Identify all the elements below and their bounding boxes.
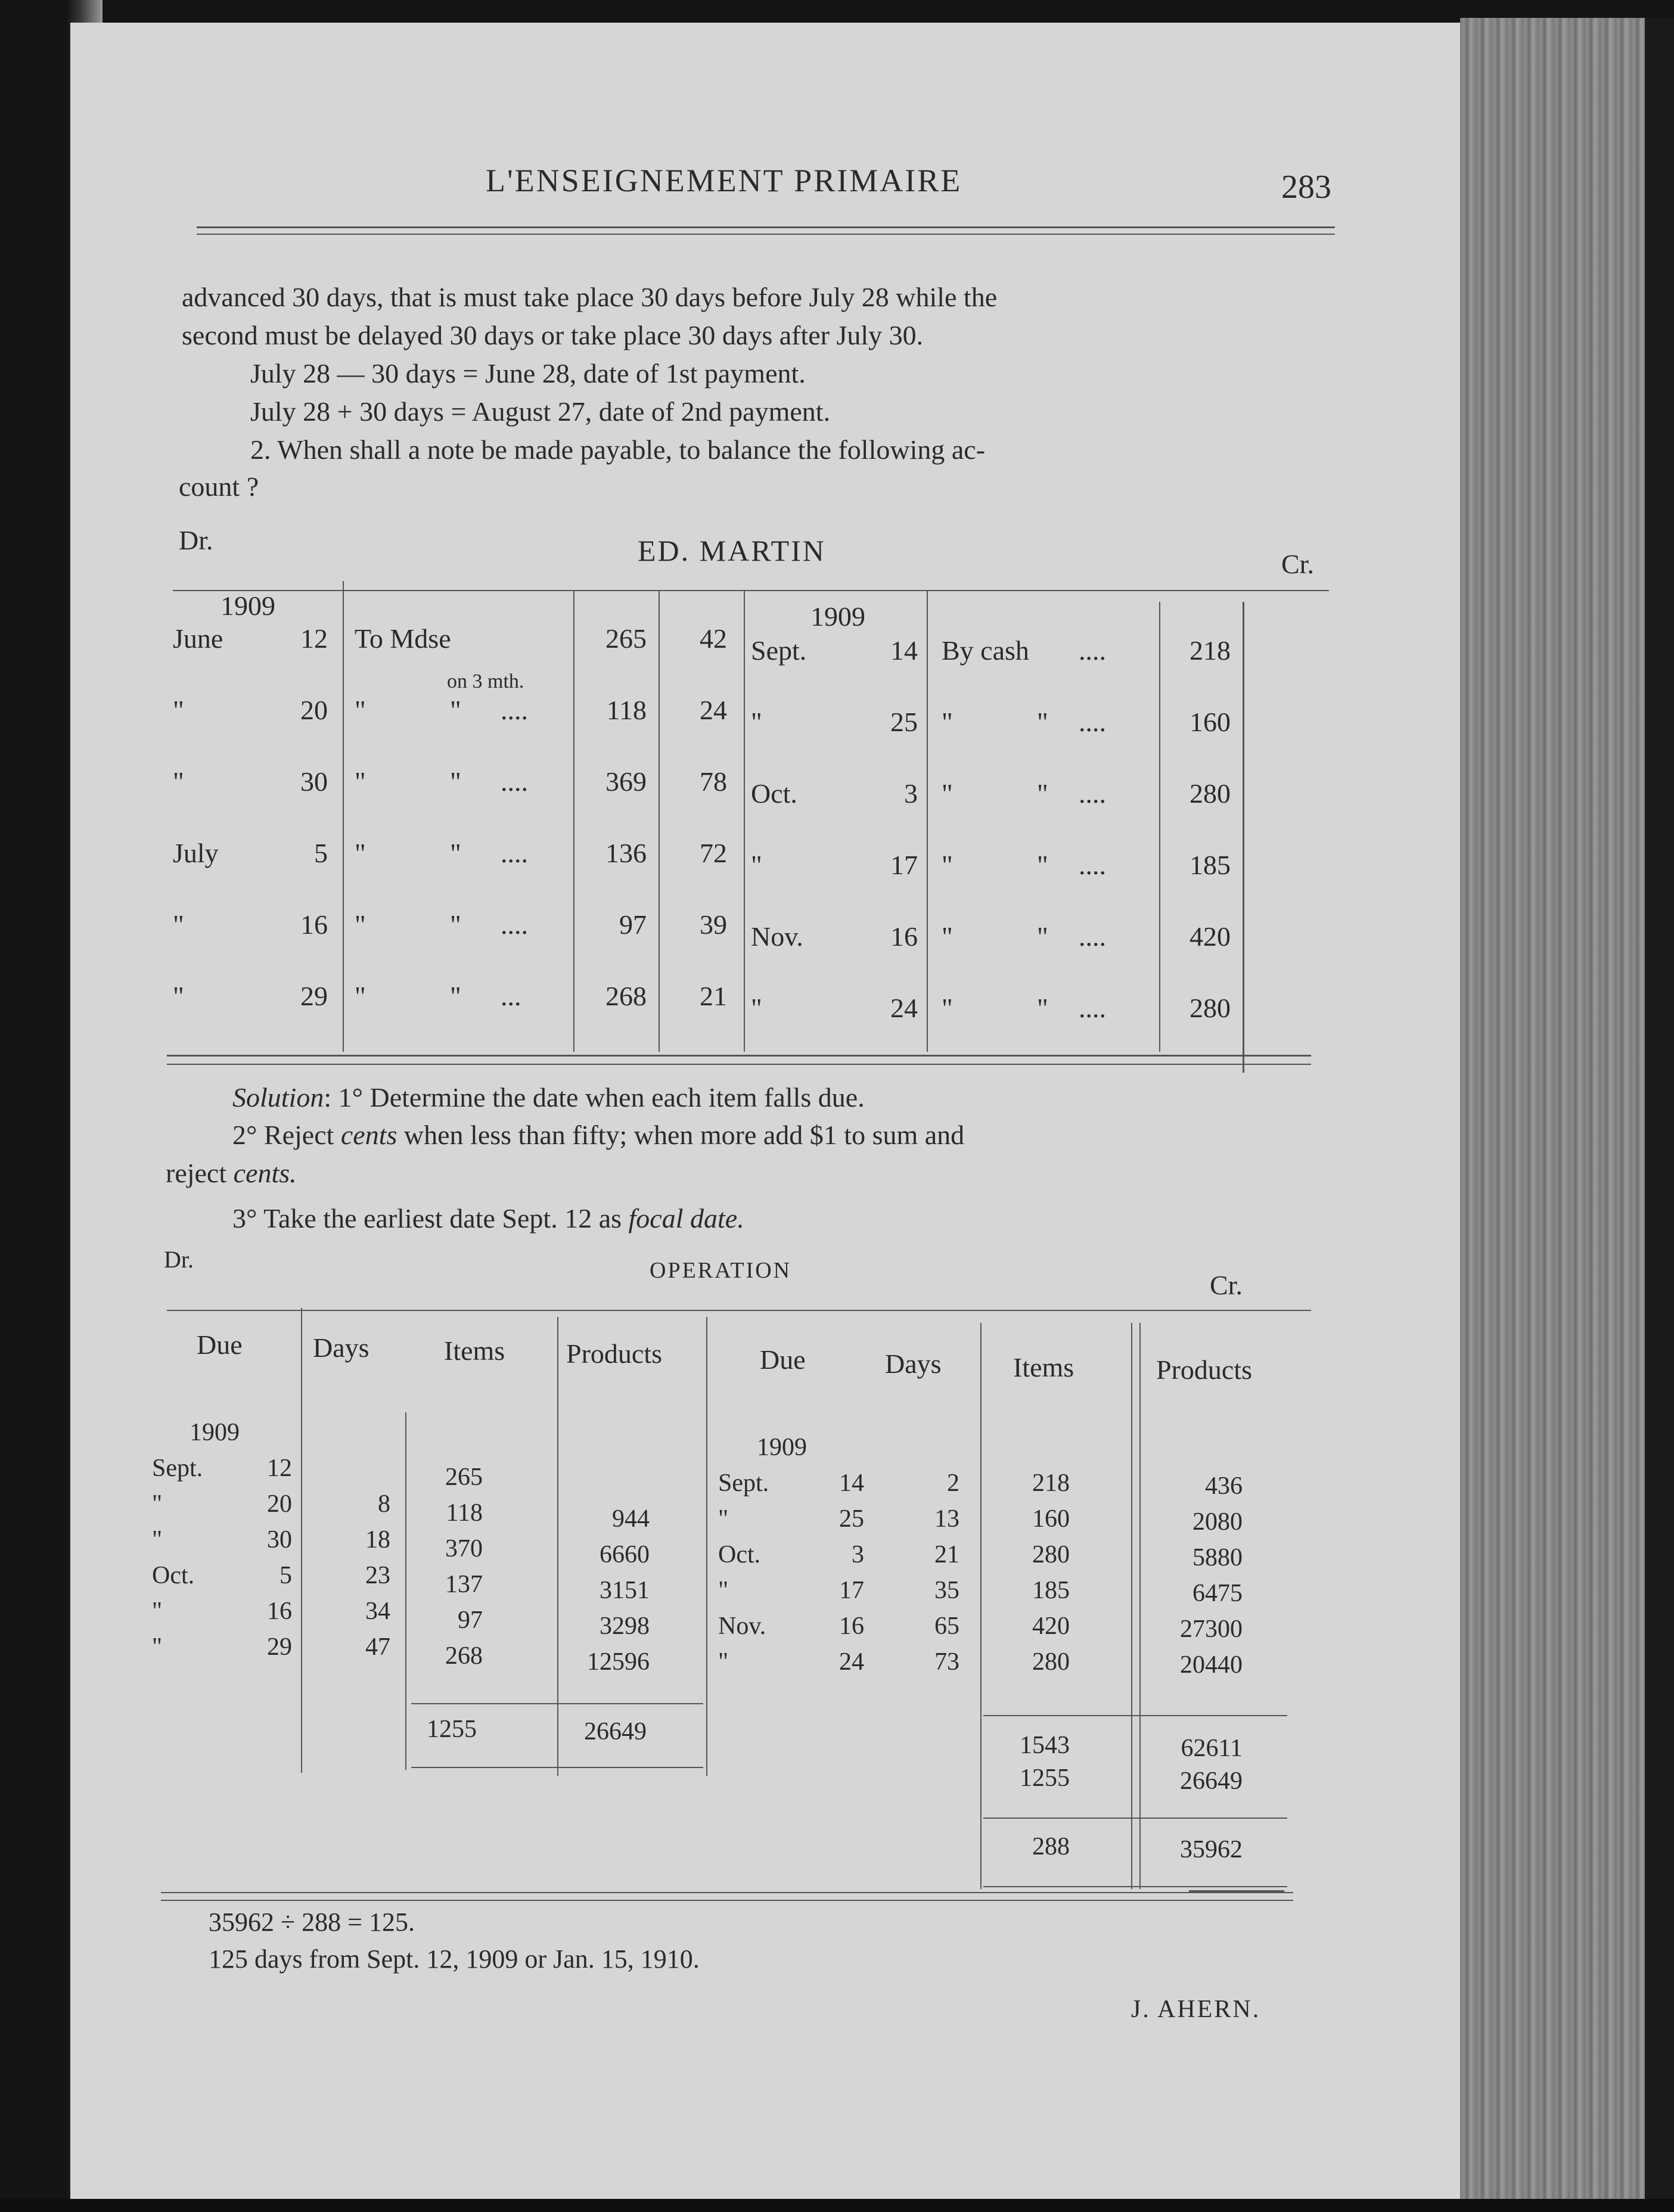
debit-day: 5 — [314, 838, 328, 868]
product-value: 436 — [1205, 1472, 1243, 1500]
debit-cents: 24 — [700, 695, 727, 725]
due-day: 17 — [839, 1577, 864, 1604]
product-value: 6475 — [1192, 1580, 1243, 1607]
due-month: " — [152, 1490, 163, 1518]
bottom-shadow — [0, 2199, 1674, 2212]
col-header-items: Items — [444, 1335, 505, 1366]
page-number: 283 — [1281, 169, 1331, 206]
product-value: 3298 — [600, 1613, 650, 1640]
credit-day: 24 — [890, 993, 918, 1023]
col-header-products: Products — [1156, 1354, 1252, 1385]
account-col-line — [573, 590, 574, 1052]
due-month: Nov. — [718, 1613, 766, 1640]
due-month: Oct. — [718, 1541, 761, 1568]
col-header-days: Days — [885, 1349, 942, 1379]
operation-col-line — [980, 1323, 982, 1889]
operation-col-line — [301, 1308, 302, 1773]
product-value: 12596 — [587, 1648, 650, 1676]
item-value: 185 — [1032, 1577, 1070, 1604]
intro-line: July 28 + 30 days = August 27, date of 2nd payment. — [250, 396, 831, 427]
due-day: 3 — [852, 1541, 864, 1568]
due-month: " — [152, 1633, 163, 1661]
debit-leader-dots: .... — [501, 838, 528, 868]
question-line: 2. When shall a note be made payable, to balance the following ac- — [250, 434, 986, 465]
account-col-line — [744, 590, 745, 1052]
credit-description: " — [942, 993, 953, 1023]
difference-items: 288 — [1032, 1833, 1070, 1860]
book-page — [70, 23, 1465, 2212]
operation-year-right: 1909 — [757, 1434, 807, 1461]
due-day: 30 — [267, 1526, 292, 1554]
credit-month: " — [751, 707, 762, 737]
due-day: 12 — [267, 1455, 292, 1482]
col-header-due: Due — [760, 1344, 806, 1375]
left-total-products: 26649 — [584, 1718, 647, 1745]
credit-month: Sept. — [751, 635, 807, 666]
debit-ditto: " — [450, 766, 461, 797]
solution-line-1: Solution: 1° Determine the date when each item falls due. — [232, 1082, 865, 1113]
account-col-line — [1159, 602, 1160, 1052]
operation-col-line — [1131, 1323, 1132, 1889]
account-dr-label: Dr. — [179, 525, 213, 555]
debit-description: " — [355, 838, 366, 868]
credit-day: 16 — [890, 921, 918, 952]
account-name: ED. MARTIN — [638, 534, 826, 567]
debit-leader-dots: ... — [501, 981, 521, 1011]
debit-month: June — [173, 623, 223, 654]
debit-description: " — [355, 766, 366, 797]
item-value: 268 — [445, 1642, 483, 1670]
credit-amount: 218 — [1189, 635, 1231, 666]
result-line: 125 days from Sept. 12, 1909 or Jan. 15, 1910. — [209, 1944, 700, 1974]
col-header-due: Due — [197, 1329, 243, 1360]
item-value: 370 — [445, 1535, 483, 1562]
due-month: " — [718, 1577, 729, 1604]
days-value: 13 — [934, 1505, 959, 1533]
question-line: count ? — [179, 471, 259, 502]
credit-leader-dots: .... — [1079, 921, 1106, 952]
item-value: 137 — [445, 1571, 483, 1598]
due-month: Sept. — [152, 1455, 203, 1482]
days-value: 35 — [934, 1577, 959, 1604]
due-day: 25 — [839, 1505, 864, 1533]
days-value: 21 — [934, 1541, 959, 1568]
col-header-products: Products — [566, 1338, 662, 1369]
due-day: 16 — [267, 1598, 292, 1625]
debit-ditto: " — [450, 838, 461, 868]
right-total-items: 1543 — [1020, 1732, 1070, 1759]
operation-title: OPERATION — [650, 1258, 792, 1283]
col-header-items: Items — [1013, 1352, 1074, 1382]
running-title: L'ENSEIGNEMENT PRIMAIRE — [486, 163, 962, 198]
debit-ditto: " — [450, 909, 461, 940]
account-col-line — [927, 590, 928, 1052]
solution-line-2: 2° Reject cents when less than fifty; when more add $1 to sum and — [232, 1120, 965, 1150]
credit-ditto: " — [1037, 707, 1048, 737]
due-day: 24 — [839, 1648, 864, 1676]
credit-month: " — [751, 850, 762, 880]
due-day: 5 — [279, 1562, 292, 1589]
operation-cr-label: Cr. — [1210, 1270, 1243, 1300]
days-value: 2 — [947, 1470, 959, 1497]
left-total-items: 1255 — [427, 1716, 477, 1743]
debit-leader-dots: .... — [501, 695, 528, 725]
due-month: " — [718, 1505, 729, 1533]
debit-cents: 72 — [700, 838, 727, 868]
product-value: 27300 — [1180, 1615, 1243, 1643]
difference-products: 35962 — [1180, 1836, 1243, 1863]
credit-ditto: " — [1037, 778, 1048, 809]
account-bottom-rule-2 — [167, 1064, 1311, 1065]
debit-description: " — [355, 981, 366, 1011]
solution-line-4: 3° Take the earliest date Sept. 12 as focal date. — [232, 1203, 744, 1234]
page-stack-edge — [1460, 18, 1674, 2212]
division-equation: 35962 ÷ 288 = 125. — [209, 1907, 415, 1937]
due-month: " — [152, 1526, 163, 1554]
due-month: " — [152, 1598, 163, 1625]
credit-day: 3 — [904, 778, 918, 809]
account-col-line — [659, 590, 660, 1052]
credit-ditto: " — [1037, 993, 1048, 1023]
credit-month: Nov. — [751, 921, 803, 952]
item-value: 265 — [445, 1464, 483, 1491]
debit-ditto: " — [450, 981, 461, 1011]
operation-bottom-rule-2 — [161, 1900, 1293, 1901]
credit-amount: 185 — [1189, 850, 1231, 880]
credit-day: 17 — [890, 850, 918, 880]
account-top-rule — [173, 590, 1329, 591]
debit-day: 29 — [300, 981, 328, 1011]
product-value: 6660 — [600, 1541, 650, 1568]
debit-day: 20 — [300, 695, 328, 725]
credit-leader-dots: .... — [1079, 635, 1106, 666]
days-value: 73 — [934, 1648, 959, 1676]
days-value: 23 — [365, 1562, 390, 1589]
due-day: 20 — [267, 1490, 292, 1518]
days-value: 34 — [365, 1598, 390, 1625]
item-value: 420 — [1032, 1613, 1070, 1640]
credit-amount: 280 — [1189, 993, 1231, 1023]
credit-leader-dots: .... — [1079, 993, 1106, 1023]
debit-dollars: 265 — [605, 623, 647, 654]
debit-description: To Mdse — [355, 623, 451, 654]
credit-leader-dots: .... — [1079, 778, 1106, 809]
credit-day: 14 — [890, 635, 918, 666]
debit-cents: 21 — [700, 981, 727, 1011]
credit-amount: 160 — [1189, 707, 1231, 737]
days-value: 47 — [365, 1633, 390, 1661]
credit-ditto: " — [1037, 921, 1048, 952]
right-diff-bottom-rule — [983, 1886, 1287, 1887]
header-rule-2 — [197, 234, 1335, 235]
item-value: 118 — [446, 1499, 483, 1527]
operation-dr-label: Dr. — [164, 1246, 194, 1273]
left-total-bottom-rule — [411, 1767, 703, 1768]
product-value: 3151 — [600, 1577, 650, 1604]
left-total-rule — [411, 1703, 703, 1704]
operation-bottom-rule — [161, 1892, 1293, 1893]
credit-amount: 280 — [1189, 778, 1231, 809]
credit-leader-dots: .... — [1079, 850, 1106, 880]
due-day: 29 — [267, 1633, 292, 1661]
product-value: 944 — [612, 1505, 650, 1533]
right-less-products: 26649 — [1180, 1767, 1243, 1795]
right-total-rule — [983, 1715, 1287, 1716]
account-year-right: 1909 — [810, 601, 865, 632]
debit-month: " — [173, 766, 184, 797]
debit-day: 12 — [300, 623, 328, 654]
product-value: 5880 — [1192, 1544, 1243, 1571]
item-value: 218 — [1032, 1470, 1070, 1497]
header-rule — [197, 226, 1335, 228]
debit-description: " — [355, 909, 366, 940]
debit-dollars: 136 — [605, 838, 647, 868]
account-col-line — [1243, 602, 1244, 1073]
account-col-line — [343, 581, 344, 1052]
operation-col-line — [405, 1412, 406, 1770]
item-value: 280 — [1032, 1648, 1070, 1676]
intro-line: advanced 30 days, that is must take place 30 days before July 28 while the — [182, 282, 998, 312]
debit-day: 16 — [300, 909, 328, 940]
credit-description: " — [942, 707, 953, 737]
credit-day: 25 — [890, 707, 918, 737]
debit-dollars: 97 — [619, 909, 647, 940]
due-day: 16 — [839, 1613, 864, 1640]
intro-line: July 28 — 30 days = June 28, date of 1st payment. — [250, 358, 806, 389]
account-bottom-rule — [167, 1055, 1311, 1057]
debit-dollars: 268 — [605, 981, 647, 1011]
debit-dollars: 118 — [606, 695, 647, 725]
debit-cents: 78 — [700, 766, 727, 797]
credit-description: " — [942, 778, 953, 809]
item-value: 160 — [1032, 1505, 1070, 1533]
credit-description: " — [942, 850, 953, 880]
days-value: 8 — [378, 1490, 390, 1518]
debit-month: July — [173, 838, 219, 868]
credit-month: " — [751, 993, 762, 1023]
operation-top-rule — [167, 1310, 1311, 1311]
due-month: " — [718, 1648, 729, 1676]
right-diff-rule — [983, 1818, 1287, 1819]
account-year-left: 1909 — [220, 591, 275, 621]
credit-amount: 420 — [1189, 921, 1231, 952]
product-value: 2080 — [1192, 1508, 1243, 1536]
col-header-days: Days — [313, 1332, 369, 1363]
debit-cents: 42 — [700, 623, 727, 654]
operation-col-line — [1139, 1323, 1141, 1889]
terms-note: on 3 mth. — [447, 670, 524, 692]
debit-ditto: " — [450, 695, 461, 725]
debit-cents: 39 — [700, 909, 727, 940]
credit-description: " — [942, 921, 953, 952]
credit-month: Oct. — [751, 778, 797, 809]
due-month: Sept. — [718, 1470, 769, 1497]
credit-ditto: " — [1037, 850, 1048, 880]
right-less-items: 1255 — [1020, 1764, 1070, 1792]
right-total-products: 62611 — [1181, 1735, 1243, 1762]
debit-month: " — [173, 981, 184, 1011]
account-cr-label: Cr. — [1281, 549, 1314, 579]
due-month: Oct. — [152, 1562, 195, 1589]
product-value: 20440 — [1180, 1651, 1243, 1679]
days-value: 18 — [365, 1526, 390, 1554]
author-signature: J. AHERN. — [1131, 1996, 1261, 2023]
credit-leader-dots: .... — [1079, 707, 1106, 737]
debit-month: " — [173, 909, 184, 940]
days-value: 65 — [934, 1613, 959, 1640]
debit-leader-dots: .... — [501, 909, 528, 940]
intro-line: second must be delayed 30 days or take place 30 days after July 30. — [182, 320, 924, 350]
item-value: 97 — [458, 1607, 483, 1634]
item-value: 280 — [1032, 1541, 1070, 1568]
debit-dollars: 369 — [605, 766, 647, 797]
operation-col-line — [706, 1317, 707, 1776]
debit-month: " — [173, 695, 184, 725]
operation-year-left: 1909 — [190, 1419, 240, 1446]
debit-day: 30 — [300, 766, 328, 797]
debit-leader-dots: .... — [501, 766, 528, 797]
operation-col-line — [557, 1317, 558, 1776]
debit-description: " — [355, 695, 366, 725]
solution-line-3: reject cents. — [166, 1158, 297, 1188]
due-day: 14 — [839, 1470, 864, 1497]
credit-description: By cash — [942, 635, 1029, 666]
